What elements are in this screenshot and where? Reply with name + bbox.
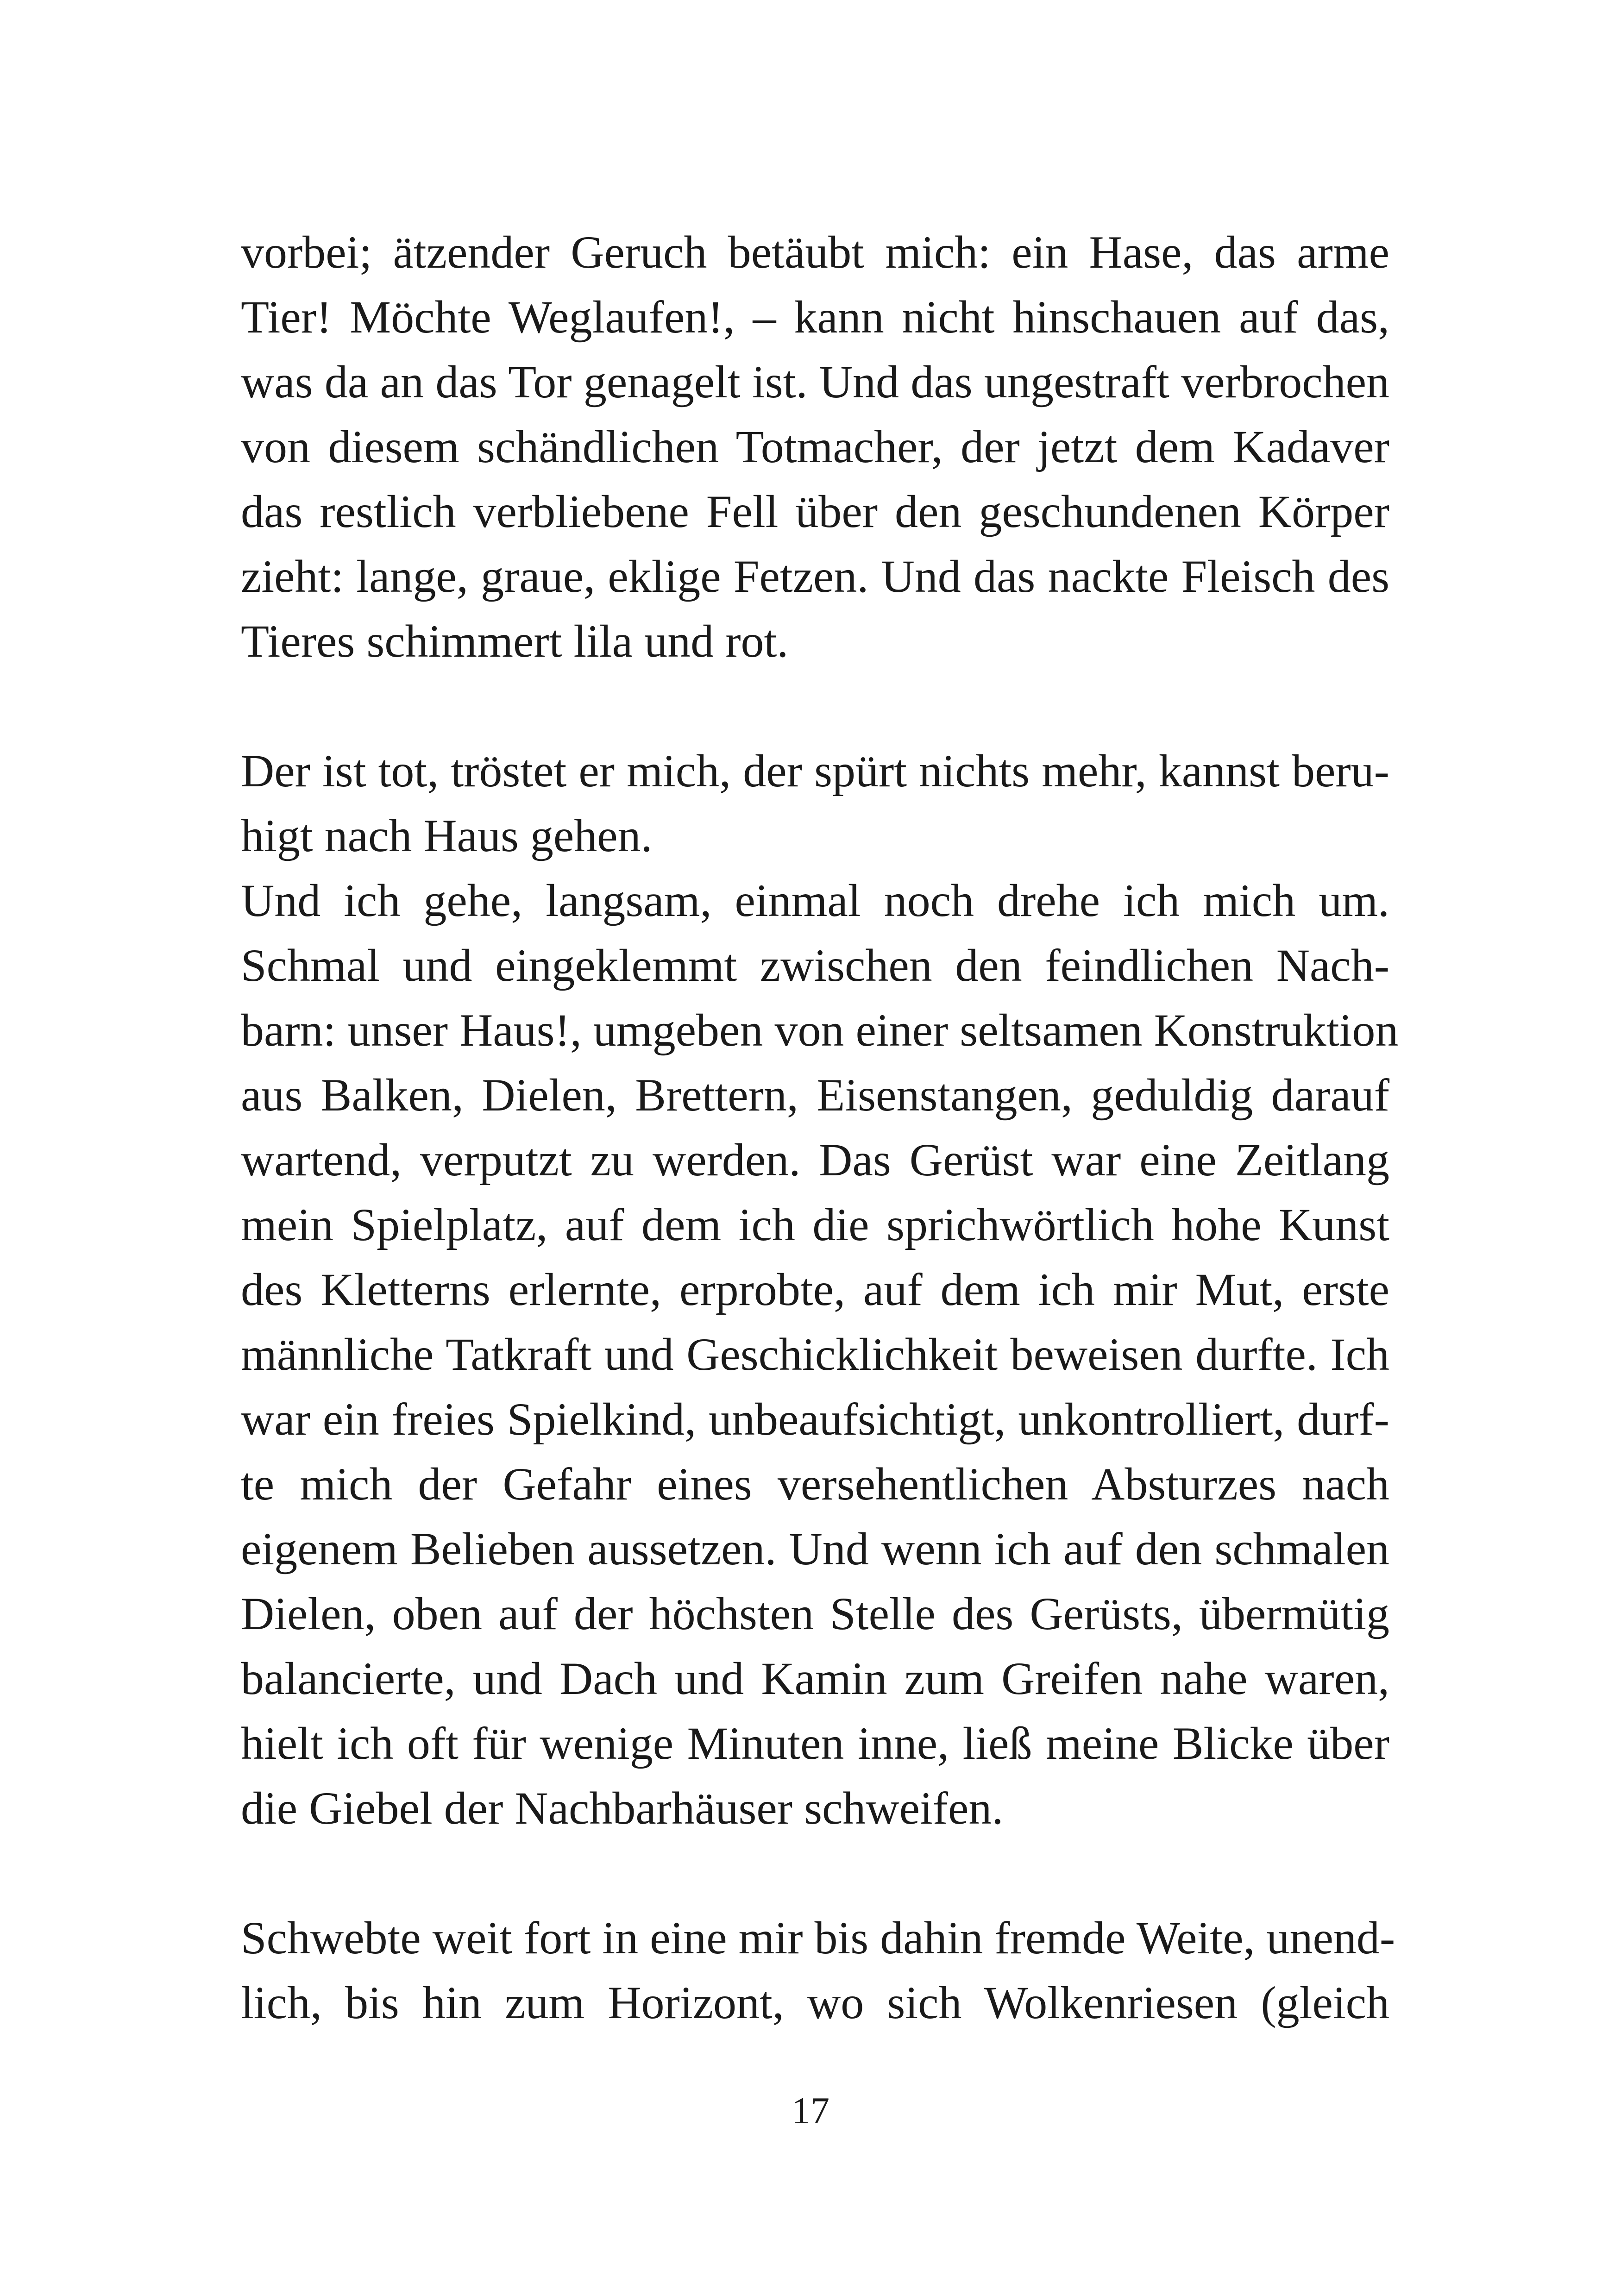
text-line: war ein freies Spielkind, unbeaufsichtigt, unkontrolliert, durf-: [241, 1393, 1389, 1445]
paragraph-3: [241, 868, 1399, 1841]
text-line: balancierte, und Dach und Kamin zum Greifen nahe waren,: [241, 1653, 1389, 1704]
text-line: zieht: lange, graue, eklige Fetzen. Und das nackte Fleisch des: [241, 551, 1389, 602]
text-line: was da an das Tor genagelt ist. Und das ungestraft verbrochen: [241, 356, 1389, 408]
text-line: Tieres schimmert lila und rot.: [241, 615, 789, 667]
text-line: hielt ich oft für wenige Minuten inne, ließ meine Blicke über: [241, 1718, 1389, 1769]
text-line: das restlich verbliebene Fell über den geschundenen Körper: [241, 486, 1389, 537]
text-line: Und ich gehe, langsam, einmal noch drehe ich mich um.: [241, 875, 1389, 926]
text-line: aus Balken, Dielen, Brettern, Eisenstangen, geduldig darauf: [241, 1069, 1389, 1121]
text-line: von diesem schändlichen Totmacher, der jetzt dem Kadaver: [241, 421, 1389, 472]
text-line: eigenem Belieben aussetzen. Und wenn ich auf den schmalen: [241, 1523, 1389, 1575]
body-text: [241, 220, 1399, 2035]
text-line: Schmal und eingeklemmt zwischen den feindlichen Nach-: [241, 940, 1389, 991]
page-number: 17: [792, 2089, 829, 2132]
text-line: mein Spielplatz, auf dem ich die sprichwörtlich hohe Kunst: [241, 1199, 1389, 1250]
text-line: Schwebte weit fort in eine mir bis dahin fremde Weite, unend-: [241, 1912, 1395, 1964]
text-line: vorbei; ätzender Geruch betäubt mich: ein Hase, das arme: [241, 226, 1389, 278]
paragraph-spacer: [241, 674, 1389, 739]
text-line: die Giebel der Nachbarhäuser schweifen.: [241, 1782, 1004, 1834]
text-line: wartend, verputzt zu werden. Das Gerüst war eine Zeitlang: [241, 1134, 1389, 1186]
text-line: Dielen, oben auf der höchsten Stelle des Gerüsts, übermütig: [241, 1588, 1389, 1639]
text-line: te mich der Gefahr eines versehentlichen Absturzes nach: [241, 1458, 1389, 1510]
paragraph-1: [241, 220, 1389, 674]
paragraph-4: [241, 1906, 1395, 2035]
text-line: Der ist tot, tröstet er mich, der spürt nichts mehr, kannst beru-: [241, 745, 1389, 797]
text-line: lich, bis hin zum Horizont, wo sich Wolkenriesen (gleich: [241, 1977, 1389, 2028]
text-line: männliche Tatkraft und Geschicklichkeit beweisen durfte. Ich: [241, 1329, 1389, 1380]
text-line: des Kletterns erlernte, erprobte, auf dem ich mir Mut, erste: [241, 1264, 1389, 1315]
text-line: barn: unser Haus!, umgeben von einer seltsamen Konstruktion: [241, 1004, 1399, 1056]
paragraph-spacer: [241, 1841, 1389, 1906]
text-line: higt nach Haus gehen.: [241, 810, 653, 861]
paragraph-2: [241, 739, 1389, 868]
text-line: Tier! Möchte Weglaufen!, – kann nicht hinschauen auf das,: [241, 291, 1389, 343]
